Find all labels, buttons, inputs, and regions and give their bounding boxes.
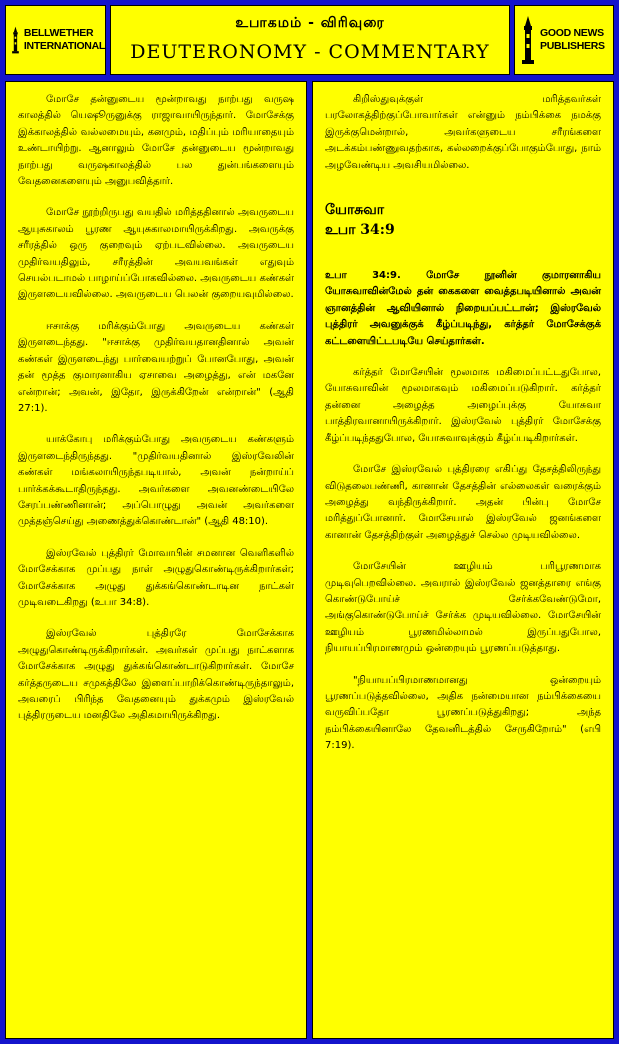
logo-right-line2: PUBLISHERS (540, 40, 605, 52)
tower-icon (520, 16, 536, 64)
paragraph: "நியாயப்பிரமாணமானது ஒன்றையும் பூரணப்படுத்தவில்லை, அதிக நன்மையான நம்பிக்கையை வருவிப்பதோ பூரணப்படுத்துகிறது; அந்த நம்பிக்கையினாலே தேவனிடத்தில் சேருகிறோம்" (எபி 7:19). (325, 674, 601, 752)
tower-icon (11, 16, 20, 64)
logo-right-line1: GOOD NEWS (540, 27, 604, 39)
paragraph: கர்த்தர் மோசேயின் மூலமாக மகிமைப்பட்டதுபோல, யோசுவாவின் மூலமாகவும் மகிமைப்படுகிறார். கர்த்தர் தன்னை அழைத்த அழைப்புக்கு யோசுவா பாத்திரவானாயிருக்கிறார். இஸ்ரவேல் புத்திரர் மோசேக்கு கீழ்ப்படிந்ததுபோல, யோசுவாவுக்கும் கீழ்ப்படிகிறார்கள். (325, 367, 601, 444)
section-heading (325, 200, 601, 240)
paragraph: இஸ்ரவேல் புத்திரர் மோவாபின் சமனான வெளிகளில் மோசேக்காக முப்பது நாள் அழுதுகொண்டிருக்கிறார்கள்; மோசேக்காக அழுது துக்கங்கொண்டாடின நாட்கள் முடிவடைகிறது (உபா 34:8). (18, 547, 294, 608)
paragraph: மோசே நூற்றிருபது வயதில் மரித்ததினால் அவருடைய ஆயுசுகாலம் பூரண ஆயுசுகாலமாயிருக்கிறது. அவருக்கு சரீரத்தில் ஒரு குறைவும் ஏற்படவில்லை. அவருடைய முதிர்வயதிலும், சரீரத்தின் அவயவங்கள் எதுவும் செயல்படாமல் பாழாய்ப்போகவில்லை. அவருடைய கண்கள் இருளடையவில்லை. அவருடைய பெலன் குறையவுமில்லை. (18, 207, 294, 301)
logo-left-line2: INTERNATIONAL (23, 40, 105, 52)
paragraph: மோசேயின் ஊழியம் பரிபூரணமாக முடிவுபெறவில்லை. அவரால் இஸ்ரவேல் ஜனத்தாரை எங்கு கொண்டுபோய்ச் சேர்க்கவேண்டுமோ, அங்குகொண்டுபோய்ச் சேர்க்க முடியவில்லை. மோசேயின் ஊழியம் பூரணமில்லாமல் இருப்பதுபோல, நியாயப்பிரமாணமும் ஒன்றையும் பூரணப்படுத்தாது. (325, 561, 601, 655)
good-news-logo (514, 5, 614, 75)
paragraph: மோசே இஸ்ரவேல் புத்திரரை எகிப்து தேசத்திலிருந்து விடுதலைபண்ணி, கானான் தேசத்தின் எல்லைகள் வரைக்கும் அழைத்து வந்திருக்கிறார். அதன் பின்பு மோசே மரித்துப்போனார். மோசேயால் இஸ்ரவேல் ஜனங்களை கானான் தேசத்திற்குள் அழைத்துச் செல்ல முடியவில்லை. (325, 464, 601, 541)
header-title (110, 5, 510, 75)
verse-text: உபா 34:9. மோசே நூனின் குமாரனாகிய யோசுவாவின்மேல் தன் கைகளை வைத்தபடியினால் அவன் ஞானத்தின் ஆவியினால் நிறையப்பட்டான்; இஸ்ரவேல் புத்திரர் அவனுக்குக் கீழ்ப்படிந்து, கர்த்தர் மோசேக்குக் கட்டளையிட்டபடியே செய்தார்கள். (325, 270, 601, 347)
bellwether-logo (5, 5, 106, 75)
logo-left-line1: BELLWETHER (23, 27, 94, 39)
heading-title: யோசுவா (325, 202, 385, 219)
intro-paragraph: கிறிஸ்துவுக்குள் மரித்தவர்கள் பரலோகத்திற்குப்போவார்கள் என்னும் நம்பிக்கை நமக்கு இருக்குமென்றால், அவர்களுடைய சரீரங்களை அடக்கம்பண்ணுவதற்காக, கல்லறைக்குப்போகும்போது, நாம் அழவேண்டிய அவசியமில்லை. (325, 94, 601, 171)
paragraph: இஸ்ரவேல் புத்திரரே மோசேக்காக அழுதுகொண்டிருக்கிறார்கள். அவர்கள் முப்பது நாட்களாக மோசேக்காக அழுது துக்கங்கொண்டாடுகிறார்கள். மோசே கர்த்தருடைய சமுகத்திலே இளைப்பாறிக்கொண்டிருந்தாலும், அவரைப் பிரிந்த வேதனையும் துக்கமும் இஸ்ரவேல் புத்திரருடைய மனதிலே அதிகமாயிருக்கிறது. (18, 628, 294, 722)
right-column (312, 81, 614, 1039)
title-english: DEUTERONOMY - COMMENTARY (130, 41, 490, 63)
title-tamil: உபாகமம் - விரிவுரை (235, 15, 385, 31)
heading-reference: உபா 34:9 (325, 222, 395, 239)
paragraph: மோசே தன்னுடைய மூன்றாவது நாற்பது வருஷ காலத்தில் யெஷூருனுக்கு ராஜாவாயிருந்தார். மோசேக்கு இக்காலத்தில் வல்லமையும், கனமும், மதிப்பும் மரியாதையும் உண்டாயிற்று. ஆனாலும் மோசே தன்னுடைய மூன்றாவது நாற்பது வருஷகாலத்தில் பல துன்பங்களையும் வேதனைகளையும் அனுபவித்தார். (18, 94, 294, 188)
left-column (5, 81, 307, 1039)
paragraph: யாக்கோபு மரிக்கும்போது அவருடைய கண்களும் இருளடைந்திருந்தது. "முதிர்வயதினால் இஸ்ரவேலின் கண்கள் மங்கலாயிருந்தபடியால், அவன் நன்றாய்ப் பார்க்கக்கூடாதிருந்தது. அவர்களை அவனண்டையிலே சேரப்பண்ணினான்; அப்பொழுது அவன் அவர்களை முத்தஞ்செய்து அணைத்துக்கொண்டான்" (ஆதி 48:10). (18, 434, 294, 528)
paragraph: ஈசாக்கு மரிக்கும்போது அவருடைய கண்கள் இருளடைந்தது. "ஈசாக்கு முதிர்வயதானதினால் அவன் கண்கள் இருளடைந்து பார்வையற்றுப் போனபோது, அவன் தன் மூத்த குமாரனாகிய ஏசாவை அழைத்து, என் மகனே என்றான்; அவன், இதோ, இருக்கிறேன் என்றான்" (ஆதி 27:1). (18, 320, 294, 414)
